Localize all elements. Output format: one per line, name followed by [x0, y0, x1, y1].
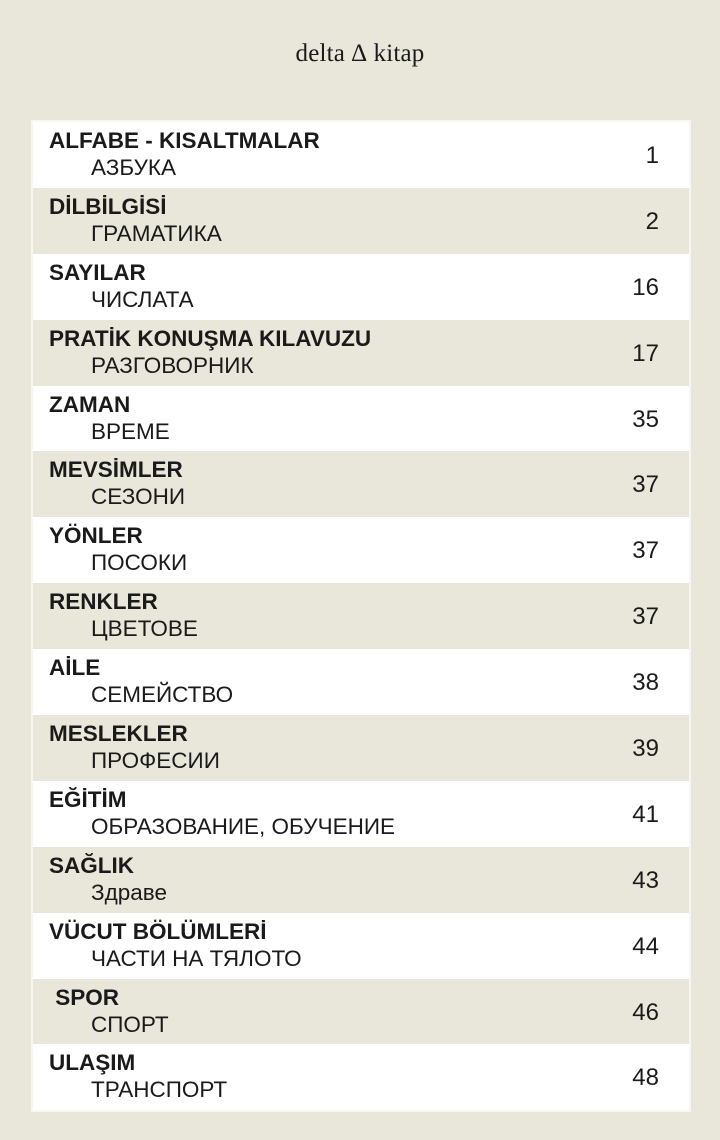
page-number: 41: [632, 800, 659, 828]
toc-row: [33, 1044, 689, 1110]
section-title-tr: SPOR: [49, 984, 120, 1010]
toc-row: [33, 517, 689, 583]
section-title-bg: ВРЕМЕ: [91, 418, 170, 444]
section-title-tr: VÜCUT BÖLÜMLERİ: [49, 918, 267, 944]
toc-row: [33, 979, 689, 1045]
section-title-bg: СЕМЕЙСТВО: [91, 682, 234, 708]
section-title-bg: ПРОФЕСИИ: [91, 748, 220, 774]
section-title-tr: YÖNLER: [49, 523, 143, 549]
section-title-bg: ПОСОКИ: [91, 550, 188, 576]
toc-row: [33, 320, 689, 386]
page-number: 38: [632, 669, 659, 697]
table-of-contents: [31, 120, 691, 1112]
toc-row: [33, 254, 689, 320]
page-number: 46: [632, 998, 659, 1026]
publisher-logo: delta ∆ kitap: [295, 40, 425, 67]
section-title-tr: SAĞLIK: [49, 852, 135, 878]
toc-row: [33, 781, 689, 847]
page-number: 37: [632, 603, 659, 631]
section-title-bg: ГРАМАТИКА: [91, 220, 222, 246]
page-number: 17: [632, 339, 659, 367]
page-number: 44: [632, 932, 659, 960]
section-title-tr: AİLE: [49, 655, 101, 681]
section-title-tr: EĞİTİM: [49, 786, 127, 812]
toc-row: [33, 122, 689, 188]
toc-row: [33, 188, 689, 254]
section-title-tr: ZAMAN: [49, 391, 131, 417]
section-title-bg: АЗБУКА: [91, 155, 177, 180]
section-title-bg: ТРАНСПОРТ: [91, 1077, 228, 1103]
section-title-bg: ЦВЕТОВЕ: [91, 616, 198, 642]
toc-row: [33, 583, 689, 649]
toc-row: [33, 913, 689, 979]
page-number: 2: [645, 207, 659, 235]
section-title-bg: ОБРАЗОВАНИЕ, ОБУЧЕНИЕ: [91, 813, 396, 839]
toc-row: [33, 386, 689, 452]
section-title-tr: SAYILAR: [49, 259, 146, 285]
section-title-tr: MESLEKLER: [49, 721, 188, 747]
section-title-bg: Здраве: [91, 879, 167, 905]
section-title-bg: ЧАСТИ НА ТЯЛОТО: [91, 945, 302, 971]
page-number: 39: [632, 735, 659, 763]
page-number: 37: [632, 471, 659, 499]
toc-row: [33, 847, 689, 913]
section-title-bg: РАЗГОВОРНИК: [91, 352, 254, 378]
section-title-tr: DİLBİLGİSİ: [49, 193, 167, 219]
page-number: 1: [645, 142, 659, 169]
page-number: 37: [632, 537, 659, 565]
section-title-tr: PRATİK KONUŞMA KILAVUZU: [49, 325, 372, 351]
section-title-tr: MEVSİMLER: [49, 457, 183, 483]
page-number: 35: [632, 405, 659, 433]
toc-row: [33, 649, 689, 715]
section-title-tr: ULAŞIM: [49, 1050, 136, 1076]
page-number: 48: [632, 1064, 659, 1092]
section-title-tr: RENKLER: [49, 589, 158, 615]
section-title-bg: ЧИСЛАТА: [91, 286, 194, 312]
toc-row: [33, 451, 689, 517]
section-title-bg: СПОРТ: [91, 1011, 169, 1037]
section-title-bg: СЕЗОНИ: [91, 484, 186, 510]
page-number: 16: [632, 273, 659, 301]
section-title-tr: ALFABE - KISALTMALAR: [49, 128, 320, 153]
page-number: 43: [632, 866, 659, 894]
toc-row: [33, 715, 689, 781]
